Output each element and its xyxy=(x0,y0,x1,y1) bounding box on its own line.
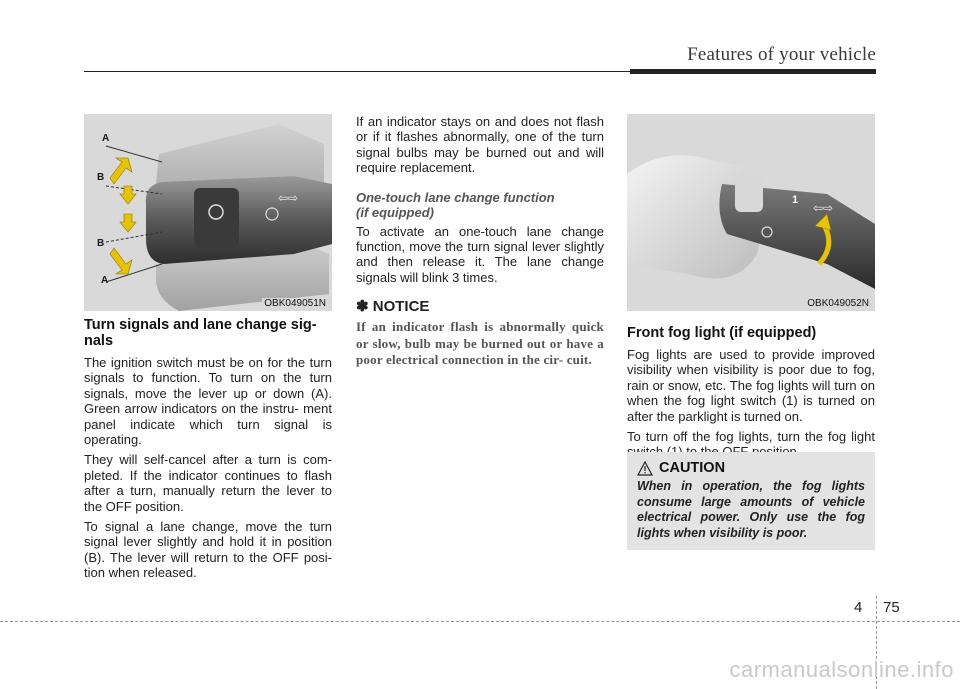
figure-code: OBK049051N xyxy=(264,298,326,309)
paragraph: To signal a lane change, move the turn signal lever slightly and hold it in position (B). The lever will return to the OFF posi- tion when released. xyxy=(84,519,332,581)
paragraph: To turn off the fog lights, turn the fog light xyxy=(627,429,875,445)
caution-header xyxy=(637,460,865,476)
fog-light-hand-illustration xyxy=(627,114,875,311)
one-touch-heading xyxy=(356,190,604,220)
footer-rule xyxy=(0,621,960,622)
section-header-title: Features of your vehicle xyxy=(687,44,876,65)
notice-icon: ✽ xyxy=(356,298,369,316)
one-touch-heading-line1: One-touch lane change function xyxy=(356,189,555,205)
turn-signal-lever-figure xyxy=(84,114,332,311)
svg-text:⇦⇨: ⇦⇨ xyxy=(813,201,834,215)
paragraph: They will self-cancel after a turn is com- pleted. If the indicator continues to flash after a turn, manually return the lever to the OFF position. xyxy=(84,452,332,514)
arrow-down-diagonal-icon xyxy=(110,248,132,274)
chapter-number: 4 xyxy=(854,599,863,616)
caution-box xyxy=(627,452,875,550)
fog-light-switch-figure xyxy=(627,114,875,311)
notice-title-text: NOTICE xyxy=(372,298,430,316)
figure-label-a-bottom: A xyxy=(101,275,109,286)
caution-text: When in operation, the fog lights consume large amounts of vehicle electrical power. Only use the fog lights when visibility is poor. xyxy=(637,479,865,540)
figure-label-b-bottom: B xyxy=(97,238,105,249)
notice-title xyxy=(356,297,604,315)
column-fog-light xyxy=(627,114,875,465)
arrow-down-icon xyxy=(120,214,136,232)
page-number: 75 xyxy=(883,599,900,616)
figure-label-b-top: B xyxy=(97,172,105,183)
figure-label-a-top: A xyxy=(102,133,110,144)
paragraph: The ignition switch must be on for the turn signals to function. To turn on the turn signals, move the lever up or down (A). Green arrow indicators on the instru- ment panel indicate which turn signal is operating. xyxy=(84,355,332,448)
fog-switch-label: 1 xyxy=(792,194,799,206)
paragraph: To activate an one-touch lane change function, move the turn signal lever slightly and then release it. The lane change signals will blink 3 times. xyxy=(356,223,604,285)
one-touch-heading-line2: (if equipped) xyxy=(356,204,434,220)
header-rule-accent xyxy=(630,69,876,74)
column-turn-signals xyxy=(84,114,332,586)
turn-signal-lever-illustration xyxy=(84,114,332,311)
paragraph: If an indicator stays on and does not flash or if it flashes abnormally, one of the turn signal bulbs may be burned out and will require replacement. xyxy=(356,114,604,176)
figure-code: OBK049052N xyxy=(807,298,869,309)
column-indicator-notice xyxy=(356,114,604,369)
svg-text:⇦⇨: ⇦⇨ xyxy=(278,191,299,205)
arrow-up-diagonal-icon xyxy=(110,158,132,184)
warning-triangle-icon xyxy=(637,461,653,476)
notice-text: If an indicator flash is abnormally quick or slow, bulb may be burned out or have a poor electrical connection in the cir- cuit. xyxy=(356,319,604,368)
fog-light-heading: Front fog light (if equipped) xyxy=(627,325,817,341)
watermark: carmanualsonline.info xyxy=(729,657,954,682)
caution-title: CAUTION xyxy=(659,460,726,476)
paragraph: Fog lights are used to provide improved visibility when visibility is poor due to fog, rain or snow, etc. The fog lights will turn on when the fog light switch (1) is turned on after the parklight is turned on. xyxy=(627,347,875,424)
turn-signals-heading: Turn signals and lane change sig- nals xyxy=(84,317,317,349)
